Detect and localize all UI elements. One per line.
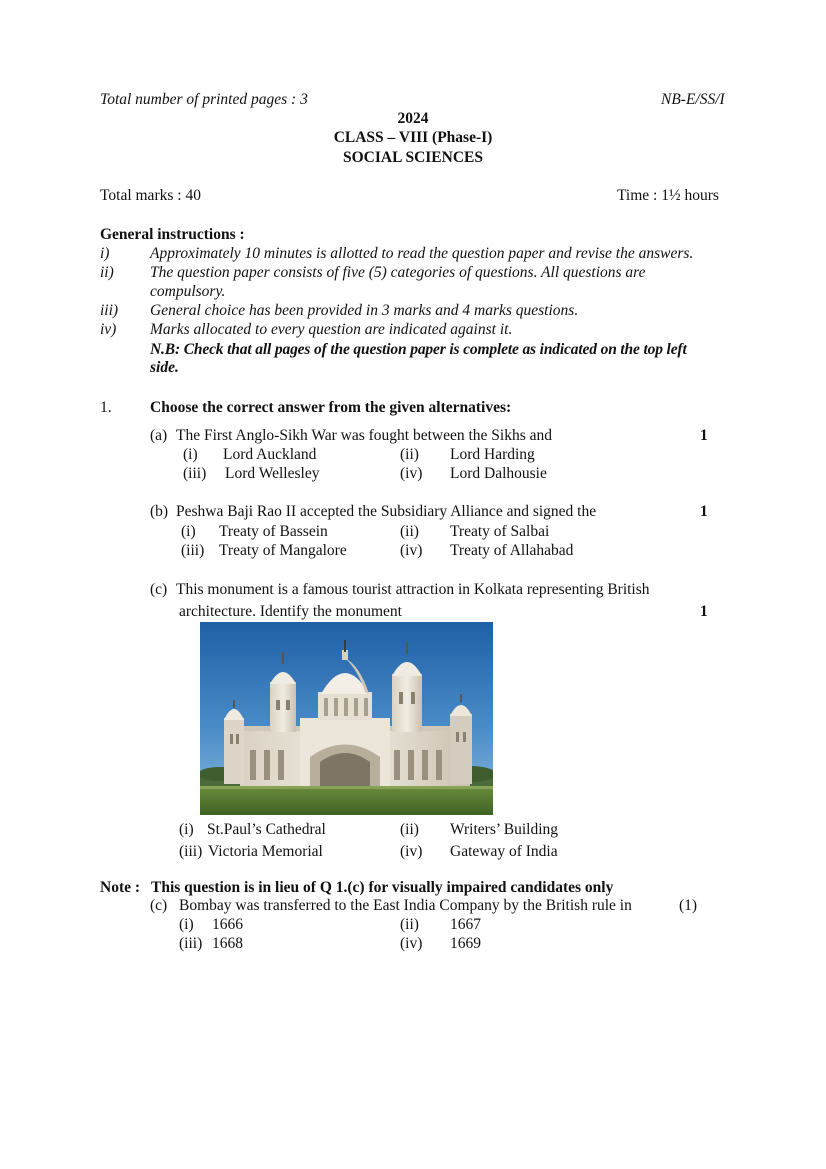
total-marks: Total marks : 40	[100, 187, 201, 204]
option-number: (i)	[183, 446, 198, 463]
option-number: (iv)	[400, 465, 423, 482]
subquestion-text: The First Anglo-Sikh War was fought between the Sikhs and	[176, 427, 553, 444]
instruction-text-continued: compulsory.	[150, 283, 226, 300]
option-number: (iii)	[183, 465, 207, 482]
printed-pages-note: Total number of printed pages : 3	[100, 91, 308, 108]
subquestion-text-continued: architecture. Identify the monument	[179, 603, 402, 620]
option-text: 1668	[212, 935, 243, 952]
option-text: 1667	[450, 916, 481, 933]
option-text: Writers’ Building	[450, 821, 559, 838]
option-text: Lord Auckland	[223, 446, 317, 463]
option-number: (ii)	[400, 446, 419, 463]
paper-code: NB-E/SS/I	[661, 91, 725, 108]
option-number: (i)	[179, 821, 194, 838]
option-number: (iv)	[400, 935, 423, 952]
exam-year: 2024	[397, 110, 429, 127]
instructions-heading: General instructions :	[100, 226, 245, 243]
marks: 1	[700, 603, 708, 620]
subquestion-label: (c)	[150, 581, 168, 598]
time-allowed: Time : 1½ hours	[617, 187, 719, 204]
option-text: St.Paul’s Cathedral	[207, 821, 326, 838]
nb-note: N.B: Check that all pages of the question paper is complete as indicated on the top left	[150, 341, 687, 358]
option-text: Treaty of Salbai	[450, 523, 550, 540]
class-title: CLASS – VIII (Phase-I)	[333, 129, 493, 146]
instruction-text: Marks allocated to every question are indicated against it.	[150, 321, 513, 338]
option-number: (i)	[179, 916, 194, 933]
option-text: Treaty of Allahabad	[450, 542, 574, 559]
instruction-text: The question paper consists of five (5) categories of questions. All questions are	[150, 264, 646, 281]
marks: 1	[700, 427, 708, 444]
option-number: (iv)	[400, 843, 423, 860]
instruction-number: iv)	[100, 321, 117, 338]
marks: (1)	[679, 897, 698, 914]
option-text: Lord Dalhousie	[450, 465, 547, 482]
instruction-number: i)	[100, 245, 110, 262]
question-number: 1.	[100, 399, 112, 416]
option-number: (iv)	[400, 542, 423, 559]
option-text: Treaty of Mangalore	[219, 542, 347, 559]
option-text: Gateway of India	[450, 843, 558, 860]
option-text: Lord Harding	[450, 446, 535, 463]
option-number: (ii)	[400, 523, 419, 540]
subquestion-label: (b)	[150, 503, 169, 520]
subquestion-label: (c)	[150, 897, 168, 914]
option-number: (i)	[181, 523, 196, 540]
note-label: Note :	[100, 879, 141, 896]
subject-title: SOCIAL SCIENCES	[343, 149, 483, 166]
option-number: (iii)	[179, 843, 203, 860]
marks: 1	[700, 503, 708, 520]
nb-note-continued: side.	[150, 359, 179, 376]
option-text: 1666	[212, 916, 243, 933]
instruction-number: ii)	[100, 264, 114, 281]
subquestion-label: (a)	[150, 427, 168, 444]
subquestion-text: Bombay was transferred to the East India Company by the British rule in	[179, 897, 632, 914]
option-number: (ii)	[400, 916, 419, 933]
option-text: Victoria Memorial	[208, 843, 323, 860]
note-text: This question is in lieu of Q 1.(c) for visually impaired candidates only	[151, 879, 614, 896]
monument-photo	[200, 622, 493, 815]
instruction-number: iii)	[100, 302, 119, 319]
instruction-text: General choice has been provided in 3 marks and 4 marks questions.	[150, 302, 579, 319]
option-text: Treaty of Bassein	[219, 523, 328, 540]
option-text: Lord Wellesley	[225, 465, 320, 482]
subquestion-text: Peshwa Baji Rao II accepted the Subsidiary Alliance and signed the	[176, 503, 597, 520]
option-number: (iii)	[179, 935, 203, 952]
instruction-text: Approximately 10 minutes is allotted to read the question paper and revise the answers.	[150, 245, 694, 262]
question-heading: Choose the correct answer from the given alternatives:	[150, 399, 512, 416]
option-number: (iii)	[181, 542, 205, 559]
option-text: 1669	[450, 935, 481, 952]
option-number: (ii)	[400, 821, 419, 838]
subquestion-text: This monument is a famous tourist attraction in Kolkata representing British	[176, 581, 650, 598]
